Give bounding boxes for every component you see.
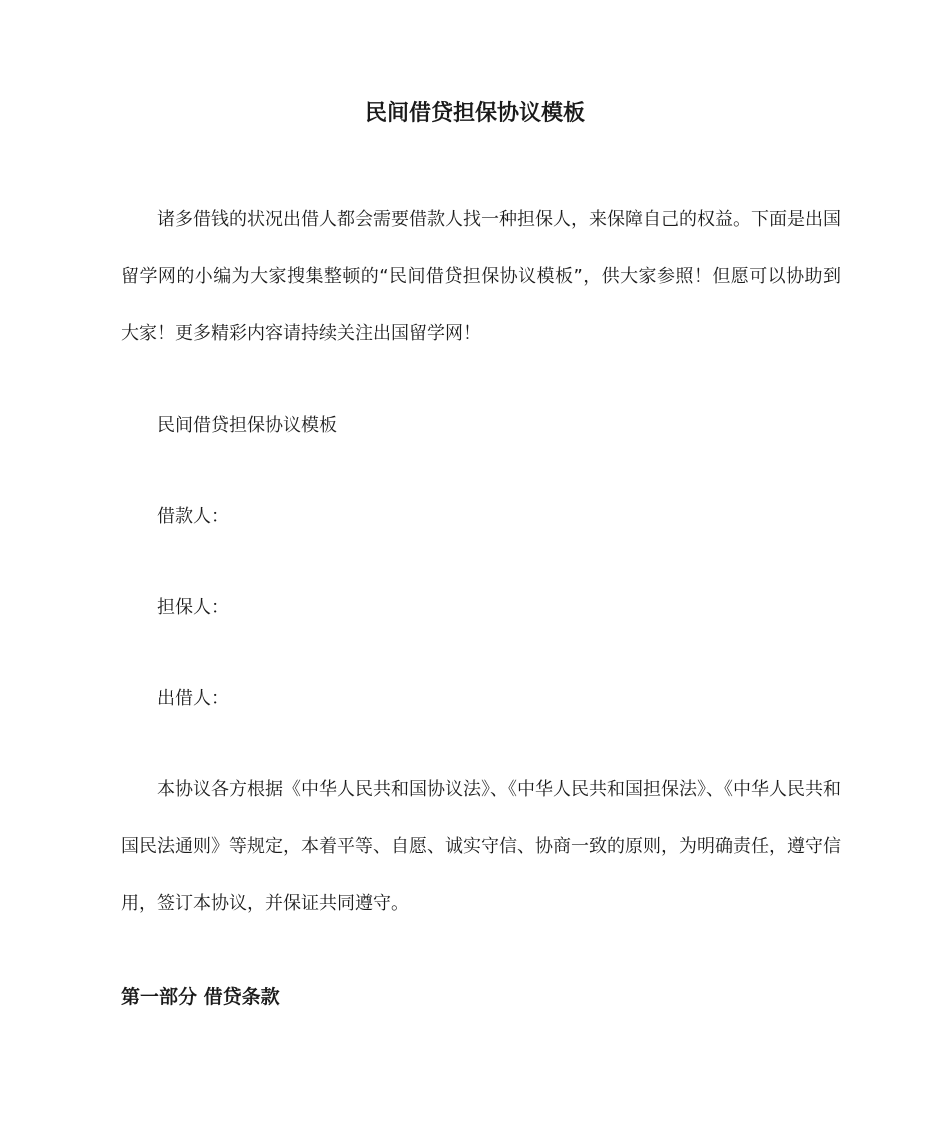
agreement-subtitle: 民间借贷担保协议模板 bbox=[157, 415, 337, 436]
legal-basis-paragraph: 本协议各方根据《中华人民共和国协议法》、《中华人民共和国担保法》、《中华人民共和国民法通则》等规定，本着平等、自愿、诚实守信、协商一致的原则，为明确责任，遵守信用，签订本协议，并保证共同遵守。 bbox=[121, 779, 841, 914]
document-title: 民间借贷担保协议模板 bbox=[364, 101, 585, 126]
lender-label: 出借人： bbox=[157, 688, 229, 709]
guarantor-label: 担保人： bbox=[157, 597, 229, 618]
section-one-heading: 第一部分 借贷条款 bbox=[121, 986, 280, 1008]
borrower-label: 借款人： bbox=[157, 506, 229, 527]
intro-paragraph: 诸多借钱的状况出借人都会需要借款人找一种担保人，来保障自己的权益。下面是出国留学网的小编为大家搜集整顿的“民间借贷担保协议模板”，供大家参照！但愿可以协助到大家！更多精彩内容请持续关注出国留学网！ bbox=[121, 209, 841, 344]
